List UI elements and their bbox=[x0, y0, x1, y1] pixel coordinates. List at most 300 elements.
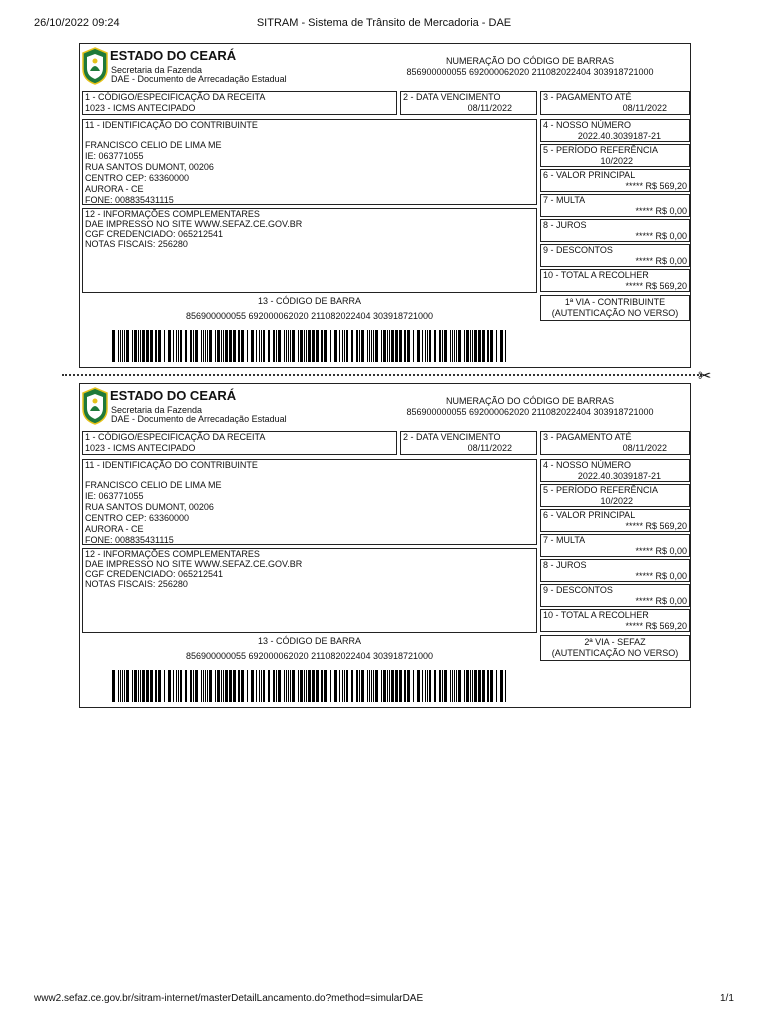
barcode-bar bbox=[472, 670, 473, 702]
barcode-bar bbox=[164, 670, 165, 702]
field-total bbox=[540, 609, 690, 632]
barcode-bar bbox=[284, 670, 285, 702]
contribuinte-city: AURORA - CE bbox=[85, 524, 144, 534]
barcode-bar bbox=[195, 670, 198, 702]
barcode-bar bbox=[321, 330, 323, 362]
barcode-bar bbox=[229, 330, 232, 362]
barcode-bar bbox=[505, 670, 506, 702]
field-label: 4 - NOSSO NÚMERO bbox=[543, 460, 632, 470]
field-value: ***** R$ 569,20 bbox=[625, 281, 687, 291]
barcode-bar bbox=[273, 330, 275, 362]
barcode-bar bbox=[195, 330, 198, 362]
barcode-bar bbox=[225, 330, 228, 362]
field-label: 2 - DATA VENCIMENTO bbox=[403, 92, 501, 102]
barcode-bar bbox=[395, 330, 398, 362]
via-box bbox=[540, 635, 690, 661]
barcode-bar bbox=[142, 330, 145, 362]
barcode-bar bbox=[261, 330, 262, 362]
field-label: 10 - TOTAL A RECOLHER bbox=[543, 270, 649, 280]
barcode-bar bbox=[203, 670, 204, 702]
field-receita bbox=[82, 91, 397, 115]
barcode-bar bbox=[452, 330, 453, 362]
field-juros bbox=[540, 219, 690, 242]
contribuinte-phone: FONE: 008835431115 bbox=[85, 195, 174, 205]
barcode-bar bbox=[221, 670, 222, 702]
barcode-bar bbox=[290, 330, 291, 362]
field-label: 10 - TOTAL A RECOLHER bbox=[543, 610, 649, 620]
print-page-number: 1/1 bbox=[720, 993, 734, 1004]
barcode-bar bbox=[140, 670, 141, 702]
barcode-bar bbox=[284, 330, 285, 362]
barcode-bar bbox=[427, 330, 428, 362]
barcode-bar bbox=[263, 330, 265, 362]
barcode-bar bbox=[209, 330, 212, 362]
barcode-bar bbox=[203, 330, 204, 362]
print-title: SITRAM - Sistema de Trânsito de Mercadoria - DAE bbox=[256, 17, 512, 29]
barcode-bar bbox=[500, 670, 503, 702]
barcode-bar bbox=[233, 670, 236, 702]
barcode-bar bbox=[150, 330, 153, 362]
field-label: 3 - PAGAMENTO ATÉ bbox=[543, 92, 632, 102]
barcode-bar bbox=[134, 330, 137, 362]
via-label: 2ª VIA - SEFAZ bbox=[584, 637, 646, 647]
barcode-bar bbox=[391, 670, 394, 702]
barcode-label: 13 - CÓDIGO DE BARRA bbox=[257, 296, 362, 306]
field-contribuinte bbox=[82, 119, 537, 205]
barcode-bar bbox=[300, 330, 303, 362]
barcode-bar bbox=[375, 670, 378, 702]
barcode-bar bbox=[178, 330, 179, 362]
barcode-bar bbox=[201, 670, 202, 702]
barcode-bar bbox=[134, 670, 137, 702]
barcode-bar bbox=[247, 330, 248, 362]
barcode-bar bbox=[356, 330, 358, 362]
barcode-bar bbox=[425, 670, 426, 702]
barcode-bar bbox=[312, 670, 315, 702]
numeracao-label: NUMERAÇÃO DO CÓDIGO DE BARRAS bbox=[445, 56, 615, 66]
barcode-bar bbox=[472, 330, 473, 362]
barcode-bar bbox=[120, 670, 121, 702]
barcode-bar bbox=[158, 330, 161, 362]
barcode-bar bbox=[168, 330, 171, 362]
field-label: 5 - PERÍODO REFERÊNCIA bbox=[543, 145, 659, 155]
barcode-bar bbox=[371, 670, 372, 702]
barcode-bar bbox=[207, 330, 208, 362]
field-value: 08/11/2022 bbox=[622, 443, 667, 453]
info-line: NOTAS FISCAIS: 256280 bbox=[85, 579, 188, 589]
barcode-bar bbox=[168, 670, 171, 702]
barcode-bar bbox=[193, 670, 194, 702]
barcode-bar bbox=[298, 330, 299, 362]
barcode-bar bbox=[180, 330, 182, 362]
barcode-bar bbox=[342, 330, 343, 362]
barcode-bar bbox=[241, 670, 244, 702]
field-info bbox=[82, 208, 537, 293]
field-value: 08/11/2022 bbox=[467, 443, 512, 453]
barcode-bar bbox=[155, 330, 157, 362]
barcode-bar bbox=[490, 330, 493, 362]
barcode-bar bbox=[361, 330, 364, 362]
barcode-bar bbox=[505, 330, 506, 362]
barcode-bar bbox=[132, 330, 133, 362]
barcode-bar bbox=[223, 670, 224, 702]
barcode-bar bbox=[256, 670, 257, 702]
field-total bbox=[540, 269, 690, 292]
barcode-bar bbox=[339, 330, 340, 362]
field-value: 08/11/2022 bbox=[467, 103, 512, 113]
barcode-bar bbox=[178, 670, 179, 702]
contribuinte-cep: CENTRO CEP: 63360000 bbox=[85, 513, 190, 523]
barcode-bar bbox=[217, 330, 220, 362]
barcode-bar bbox=[292, 670, 295, 702]
barcode-bar bbox=[146, 670, 149, 702]
barcode-bar bbox=[288, 670, 289, 702]
field-info bbox=[82, 548, 537, 633]
info-line: DAE IMPRESSO NO SITE WWW.SEFAZ.CE.GOV.BR bbox=[85, 219, 303, 229]
field-descontos bbox=[540, 244, 690, 267]
barcode-bar bbox=[316, 330, 319, 362]
barcode-bar bbox=[452, 670, 453, 702]
field-value: ***** R$ 0,00 bbox=[635, 546, 687, 556]
barcode-bar bbox=[444, 670, 447, 702]
field-vencimento bbox=[400, 431, 537, 455]
barcode-bar bbox=[251, 670, 254, 702]
barcode-bar bbox=[487, 330, 489, 362]
barcode-bar bbox=[278, 330, 281, 362]
barcode-bar bbox=[306, 330, 307, 362]
barcode-bar bbox=[268, 330, 270, 362]
barcode-bar bbox=[369, 330, 370, 362]
barcode-bar bbox=[223, 330, 224, 362]
barcode-bar bbox=[324, 330, 327, 362]
barcode-bar bbox=[356, 670, 358, 702]
info-line: NOTAS FISCAIS: 256280 bbox=[85, 239, 188, 249]
barcode-bar bbox=[367, 330, 368, 362]
field-multa bbox=[540, 194, 690, 217]
field-label: 7 - MULTA bbox=[543, 535, 586, 545]
field-value: ***** R$ 0,00 bbox=[635, 231, 687, 241]
field-periodo bbox=[540, 144, 690, 167]
barcode-bar bbox=[383, 670, 386, 702]
info-line: DAE IMPRESSO NO SITE WWW.SEFAZ.CE.GOV.BR bbox=[85, 559, 303, 569]
barcode-bar bbox=[306, 670, 307, 702]
barcode-bar bbox=[316, 670, 319, 702]
barcode-bar bbox=[185, 670, 187, 702]
barcode-bar bbox=[496, 330, 497, 362]
barcode-bar bbox=[278, 670, 281, 702]
field-value: ***** R$ 0,00 bbox=[635, 206, 687, 216]
contribuinte-address: RUA SANTOS DUMONT, 00206 bbox=[85, 162, 214, 172]
field-value: 2022.40.3039187-21 bbox=[577, 471, 661, 481]
field-label: 2 - DATA VENCIMENTO bbox=[403, 432, 501, 442]
barcode-bar bbox=[215, 330, 216, 362]
barcode-bar bbox=[439, 670, 441, 702]
barcode-bar bbox=[404, 670, 406, 702]
cut-line bbox=[62, 374, 702, 376]
barcode-bar bbox=[286, 330, 287, 362]
barcode-bar bbox=[474, 670, 477, 702]
barcode-bar bbox=[261, 670, 262, 702]
barcode-bar bbox=[321, 670, 323, 702]
info-line: CGF CREDENCIADO: 065212541 bbox=[85, 569, 224, 579]
barcode-bar bbox=[389, 670, 390, 702]
estado-title: ESTADO DO CEARÁ bbox=[110, 388, 237, 403]
barcode-bar bbox=[429, 670, 431, 702]
barcode-bar bbox=[458, 330, 461, 362]
barcode-bar bbox=[450, 670, 451, 702]
barcode-bar bbox=[229, 670, 232, 702]
field-label: 8 - JUROS bbox=[543, 560, 587, 570]
barcode-bar bbox=[276, 670, 277, 702]
barcode-bar bbox=[361, 670, 364, 702]
numeracao-value: 856900000055 692000062020 211082022404 303918721000 bbox=[406, 407, 654, 417]
barcode-bar bbox=[389, 330, 390, 362]
barcode-bar bbox=[217, 670, 220, 702]
barcode-bar bbox=[290, 670, 291, 702]
autenticacao-label: (AUTENTICAÇÃO NO VERSO) bbox=[551, 308, 679, 318]
barcode-bar bbox=[373, 670, 374, 702]
field-label: 3 - PAGAMENTO ATÉ bbox=[543, 432, 632, 442]
estado-title: ESTADO DO CEARÁ bbox=[110, 48, 237, 63]
field-vencimento bbox=[400, 91, 537, 115]
barcode-bar bbox=[190, 330, 192, 362]
barcode-label: 13 - CÓDIGO DE BARRA bbox=[257, 636, 362, 646]
barcode-bar bbox=[490, 670, 493, 702]
barcode-bar bbox=[381, 670, 382, 702]
barcode-bar bbox=[308, 670, 311, 702]
field-periodo bbox=[540, 484, 690, 507]
field-value: 10/2022 bbox=[600, 496, 633, 506]
barcode-bar bbox=[276, 330, 277, 362]
barcode-bar bbox=[429, 330, 431, 362]
barcode-bar bbox=[339, 670, 340, 702]
barcode-bar bbox=[391, 330, 394, 362]
barcode-bar bbox=[324, 670, 327, 702]
barcode-bar bbox=[500, 330, 503, 362]
autenticacao-label: (AUTENTICAÇÃO NO VERSO) bbox=[551, 648, 679, 658]
barcode-bar bbox=[312, 330, 315, 362]
numeracao-value: 856900000055 692000062020 211082022404 303918721000 bbox=[406, 67, 654, 77]
field-label: 1 - CÓDIGO/ESPECIFICAÇÃO DA RECEITA bbox=[85, 432, 266, 442]
via-box bbox=[540, 295, 690, 321]
barcode-bar bbox=[422, 670, 423, 702]
barcode-bar bbox=[478, 670, 481, 702]
barcode-bar bbox=[399, 670, 402, 702]
barcode-bar bbox=[173, 330, 174, 362]
barcode-bar bbox=[427, 670, 428, 702]
field-label: 9 - DESCONTOS bbox=[543, 585, 613, 595]
barcode-bar bbox=[268, 670, 270, 702]
barcode-bar bbox=[308, 330, 311, 362]
barcode-bar bbox=[118, 670, 119, 702]
field-value: ***** R$ 0,00 bbox=[635, 571, 687, 581]
field-pagamento bbox=[540, 91, 690, 115]
barcode-bar bbox=[470, 330, 471, 362]
barcode-bar bbox=[173, 670, 174, 702]
barcode-bar bbox=[126, 330, 129, 362]
barcode-bar bbox=[263, 670, 265, 702]
barcode-bar bbox=[456, 670, 457, 702]
field-label: 8 - JUROS bbox=[543, 220, 587, 230]
barcode-bar bbox=[413, 330, 414, 362]
secretaria-label: Secretaria da Fazenda bbox=[111, 65, 203, 75]
field-label: 7 - MULTA bbox=[543, 195, 586, 205]
barcode-bar bbox=[190, 670, 192, 702]
barcode-bar bbox=[478, 330, 481, 362]
scissors-icon: ✂ bbox=[698, 368, 712, 385]
field-label: 5 - PERÍODO REFERÊNCIA bbox=[543, 485, 659, 495]
numeracao-label: NUMERAÇÃO DO CÓDIGO DE BARRAS bbox=[445, 396, 615, 406]
via-label: 1ª VIA - CONTRIBUINTE bbox=[564, 297, 666, 307]
barcode-bar bbox=[330, 670, 331, 702]
barcode-bar bbox=[375, 330, 378, 362]
barcode-bar bbox=[150, 670, 153, 702]
barcode-bar bbox=[359, 670, 360, 702]
barcode-bar bbox=[155, 670, 157, 702]
barcode-bar bbox=[221, 330, 222, 362]
field-value: ***** R$ 0,00 bbox=[635, 256, 687, 266]
barcode-bar bbox=[238, 670, 240, 702]
field-valor-principal bbox=[540, 169, 690, 192]
barcode-bar bbox=[124, 670, 125, 702]
contribuinte-address: RUA SANTOS DUMONT, 00206 bbox=[85, 502, 214, 512]
field-multa bbox=[540, 534, 690, 557]
barcode-bar bbox=[215, 670, 216, 702]
ceara-coat-of-arms-icon bbox=[82, 387, 108, 425]
field-descontos bbox=[540, 584, 690, 607]
barcode-bar bbox=[118, 330, 119, 362]
barcode-bar bbox=[146, 330, 149, 362]
barcode-bar bbox=[466, 670, 469, 702]
barcode-bar bbox=[185, 330, 187, 362]
barcode-bar bbox=[425, 330, 426, 362]
barcode-bar bbox=[387, 670, 388, 702]
contribuinte-ie: IE: 063771055 bbox=[85, 491, 144, 501]
barcode-bar bbox=[158, 670, 161, 702]
field-juros bbox=[540, 559, 690, 582]
barcode-bar bbox=[399, 330, 402, 362]
barcode-bar bbox=[407, 670, 410, 702]
barcode-bar bbox=[251, 330, 254, 362]
barcode-bar bbox=[359, 330, 360, 362]
barcode-bar bbox=[395, 670, 398, 702]
barcode-bar bbox=[482, 670, 485, 702]
barcode-bar bbox=[138, 330, 139, 362]
barcode-bar bbox=[140, 330, 141, 362]
barcode-bar bbox=[176, 670, 177, 702]
barcode-number: 856900000055 692000062020 211082022404 303918721000 bbox=[185, 651, 434, 661]
field-label: 6 - VALOR PRINCIPAL bbox=[543, 510, 636, 520]
barcode-bar bbox=[209, 670, 212, 702]
barcode bbox=[112, 670, 507, 702]
field-receita bbox=[82, 431, 397, 455]
field-nosso-numero bbox=[540, 459, 690, 482]
barcode-bar bbox=[470, 670, 471, 702]
barcode-bar bbox=[138, 670, 139, 702]
barcode-bar bbox=[487, 670, 489, 702]
barcode-bar bbox=[369, 670, 370, 702]
barcode-bar bbox=[387, 330, 388, 362]
contribuinte-phone: FONE: 008835431115 bbox=[85, 535, 174, 545]
barcode-bar bbox=[124, 330, 125, 362]
barcode-bar bbox=[112, 330, 115, 362]
barcode-bar bbox=[450, 330, 451, 362]
field-label: 1 - CÓDIGO/ESPECIFICAÇÃO DA RECEITA bbox=[85, 92, 266, 102]
field-label: 9 - DESCONTOS bbox=[543, 245, 613, 255]
field-valor-principal bbox=[540, 509, 690, 532]
dae-slip-2 bbox=[79, 383, 691, 708]
field-value: 2022.40.3039187-21 bbox=[577, 131, 661, 141]
contribuinte-name: FRANCISCO CELIO DE LIMA ME bbox=[85, 140, 222, 150]
barcode-bar bbox=[474, 330, 477, 362]
barcode-bar bbox=[371, 330, 372, 362]
barcode-bar bbox=[346, 670, 348, 702]
barcode-bar bbox=[496, 670, 497, 702]
barcode-bar bbox=[273, 670, 275, 702]
barcode-bar bbox=[442, 670, 443, 702]
barcode-bar bbox=[417, 670, 420, 702]
barcode-bar bbox=[454, 330, 455, 362]
barcode-bar bbox=[383, 330, 386, 362]
field-value: ***** R$ 0,00 bbox=[635, 596, 687, 606]
barcode-bar bbox=[120, 330, 121, 362]
field-label: 6 - VALOR PRINCIPAL bbox=[543, 170, 636, 180]
barcode-bar bbox=[132, 670, 133, 702]
barcode-bar bbox=[351, 330, 353, 362]
barcode-bar bbox=[434, 330, 436, 362]
barcode-bar bbox=[300, 670, 303, 702]
barcode-bar bbox=[225, 670, 228, 702]
field-nosso-numero bbox=[540, 119, 690, 142]
print-datetime: 26/10/2022 09:24 bbox=[34, 17, 120, 29]
field-value: ***** R$ 569,20 bbox=[625, 181, 687, 191]
barcode-bar bbox=[334, 330, 337, 362]
field-value: 1023 - ICMS ANTECIPADO bbox=[85, 443, 196, 453]
field-pagamento bbox=[540, 431, 690, 455]
barcode-bar bbox=[201, 330, 202, 362]
barcode-bar bbox=[207, 670, 208, 702]
contribuinte-cep: CENTRO CEP: 63360000 bbox=[85, 173, 190, 183]
barcode-bar bbox=[482, 330, 485, 362]
dae-slip-1 bbox=[79, 43, 691, 368]
barcode-bar bbox=[256, 330, 257, 362]
field-label: 11 - IDENTIFICAÇÃO DO CONTRIBUINTE bbox=[85, 460, 258, 470]
field-value: 08/11/2022 bbox=[622, 103, 667, 113]
barcode-bar bbox=[342, 670, 343, 702]
barcode-bar bbox=[122, 330, 123, 362]
barcode-bar bbox=[205, 670, 206, 702]
barcode-bar bbox=[259, 330, 260, 362]
barcode-bar bbox=[422, 330, 423, 362]
barcode-bar bbox=[112, 670, 115, 702]
barcode-bar bbox=[404, 330, 406, 362]
field-value: 10/2022 bbox=[600, 156, 633, 166]
barcode-bar bbox=[351, 670, 353, 702]
barcode-bar bbox=[344, 670, 345, 702]
barcode-bar bbox=[454, 670, 455, 702]
secretaria-label: Secretaria da Fazenda bbox=[111, 405, 203, 415]
barcode-bar bbox=[407, 330, 410, 362]
field-contribuinte bbox=[82, 459, 537, 545]
barcode-bar bbox=[334, 670, 337, 702]
barcode-bar bbox=[259, 670, 260, 702]
dae-label: DAE - Documento de Arrecadação Estadual bbox=[111, 74, 287, 84]
barcode-bar bbox=[330, 330, 331, 362]
barcode-bar bbox=[466, 330, 469, 362]
barcode-bar bbox=[164, 330, 165, 362]
contribuinte-name: FRANCISCO CELIO DE LIMA ME bbox=[85, 480, 222, 490]
field-value: 1023 - ICMS ANTECIPADO bbox=[85, 103, 196, 113]
